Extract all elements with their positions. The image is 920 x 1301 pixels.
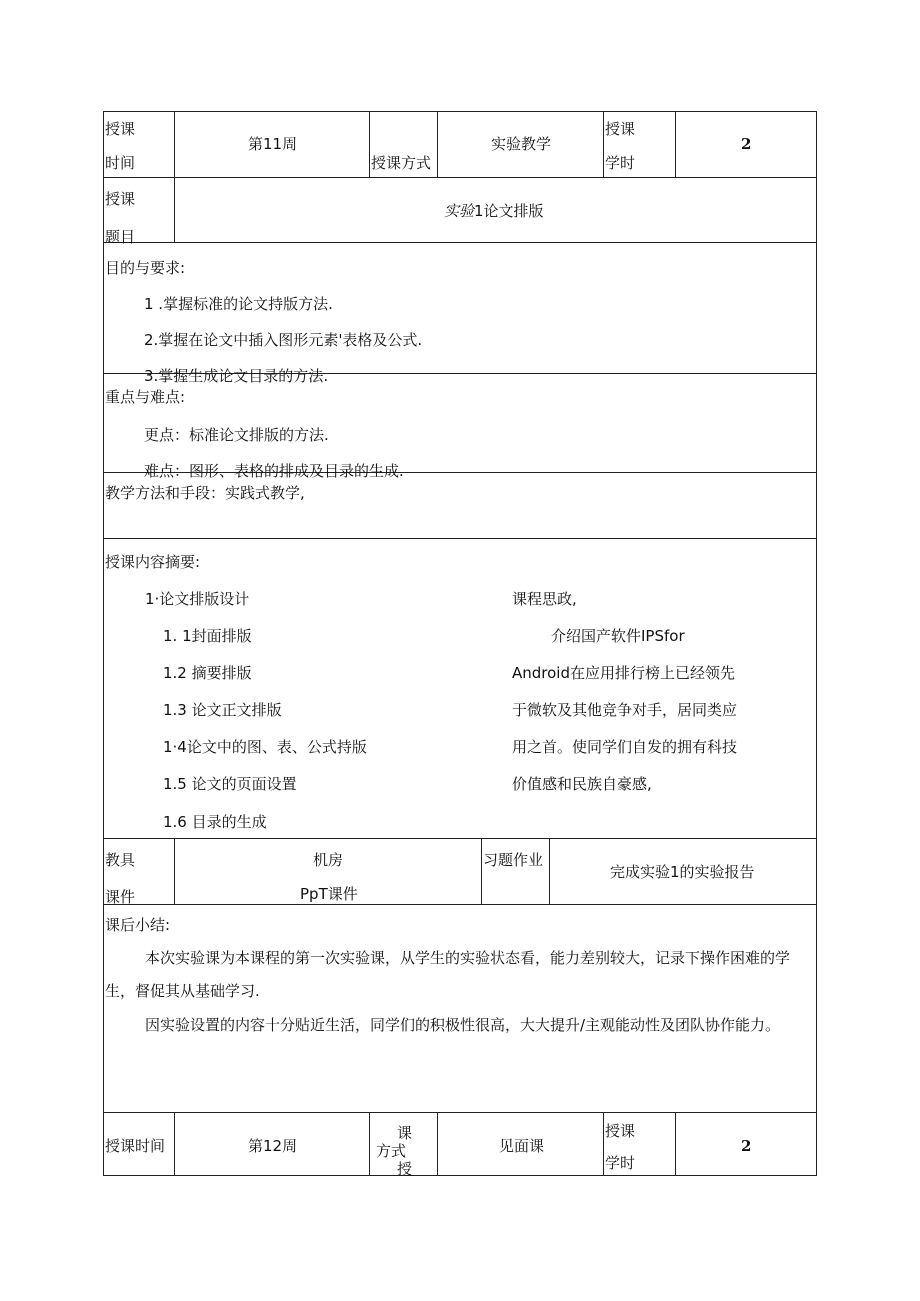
hours-label-top: 授课 [605,120,636,138]
cell-divider [549,838,550,904]
cell-divider [437,1112,438,1175]
teaching-method: 教学方法和手段：实践式教学, [105,484,305,502]
hours-value: 2 [741,135,752,153]
topic-value [444,202,544,220]
row-divider-1 [103,177,817,178]
topic-value-rest: 1论文排版 [474,202,544,220]
keypoints-cell [104,374,816,480]
next-mode-value: 见面课 [499,1137,545,1155]
homework-label: 习题作业 [483,851,544,869]
next-mode-label-clip [390,1160,430,1178]
ideology-line: 价值感和民族自豪感, [512,775,652,793]
ideology-line: 用之首。使同学们自发的拥有科技 [512,738,738,756]
homework-value: 完成实验1的实验报告 [610,863,755,881]
reflection-text: 生，督促其从基础学习. [105,982,260,1000]
next-time-label: 授课时间 [105,1137,166,1155]
summary-item: 1.2 摘要排版 [163,664,252,682]
goal-item: 1 .掌握标准的论文持版方法. [144,295,333,313]
key-point: 更点：标准论文排版的方法. [144,426,329,444]
cell-divider [675,1112,676,1175]
next-mode-label: 授 [397,1160,413,1178]
goals-heading: 目的与要求: [105,259,186,277]
time-label-bottom: 时间 [105,154,136,172]
goal-item: 2.掌握在论文中插入图形元素'表格及公式. [144,331,423,349]
cell-divider [369,1112,370,1175]
next-hours-label-bottom: 学时 [605,1154,636,1172]
ideology-line: 于微软及其他竞争对手，居同类应 [512,701,738,719]
table-border-bottom [103,1175,817,1176]
table-border-right [816,111,817,1176]
mode-value: 实验教学 [491,135,552,153]
summary-item: 1.6 目录的生成 [163,813,267,831]
ideology-line: Android在应用排行榜上已经领先 [512,664,735,682]
cell-divider [603,111,604,177]
next-mode-label: 方式 [376,1142,407,1160]
summary-item: 1. 1封面排版 [163,627,252,645]
goal-item: 3.掌握生成论文目录的方法. [144,367,329,385]
topic-value-prefix: 实验 [444,202,475,220]
cell-divider [174,177,175,242]
difficult-point: 难点：图形、表格的排成及目录的生成. [144,462,404,480]
cell-divider [481,838,482,904]
keypoints-heading: 重点与难点: [105,388,186,406]
cell-divider [603,1112,604,1175]
tools-label-bottom-clip [105,885,173,906]
topic-label-top: 授课 [105,190,136,208]
cell-divider [174,111,175,177]
summary-item: 1.3 论文正文排版 [163,701,282,719]
mode-label: 授课方式 [371,154,432,172]
next-hours-value: 2 [741,1137,752,1155]
summary-item: 1·论文排版设计 [145,590,250,608]
reflection-text: 本次实验课为本课程的第一次实验课，从学生的实验状态看，能力差别较大，记录下操作困难的学 [145,949,791,967]
tools-item: 机房 [313,851,344,869]
summary-heading: 授课内容摘要: [105,553,201,571]
summary-item: 1·4论文中的图、表、公式持版 [163,738,367,756]
tools-label-bottom: 课件 [105,888,136,906]
row-divider-6 [103,838,817,839]
cell-divider [174,1112,175,1175]
hours-label-bottom: 学时 [605,154,636,172]
row-divider-7 [103,904,817,905]
time-label-top: 授课 [105,120,136,138]
next-hours-label-top: 授课 [605,1122,636,1140]
tools-label-top: 教具 [105,851,136,869]
reflection-heading: 课后小结: [105,916,171,934]
next-mode-label: 课 [397,1124,413,1142]
cell-divider [174,838,175,904]
reflection-text: 因实验设置的内容十分贴近生活，同学们的积极性很高，大大提升/主观能动性及团队协作能力。 [145,1016,781,1034]
row-divider-5 [103,538,817,539]
cell-divider [675,111,676,177]
ideology-line: 介绍国产软件IPSfor [551,627,685,645]
row-divider-8 [103,1112,817,1113]
goals-cell [104,243,816,385]
topic-label-bottom: 题目 [105,228,136,246]
table-border-top [103,111,817,112]
cell-divider [369,111,370,177]
ideology-heading: 课程思政, [512,590,577,608]
week-value: 第11周 [248,135,298,153]
topic-label-bottom-clip [105,224,173,246]
cell-divider [437,111,438,177]
summary-item: 1.5 论文的页面设置 [163,775,297,793]
tools-item: PpT课件 [300,885,358,903]
next-week-value: 第12周 [248,1137,298,1155]
